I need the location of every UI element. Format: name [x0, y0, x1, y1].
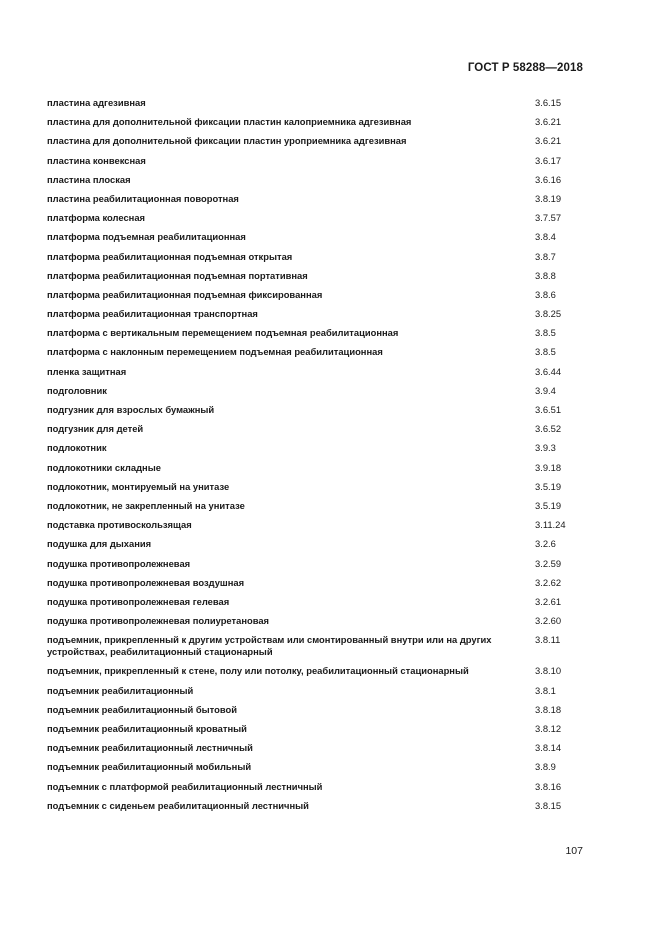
index-term: подушка противопролежневая: [47, 557, 191, 569]
index-entry: [47, 270, 587, 282]
index-term: подушка противопролежневая полиуретановая: [47, 615, 270, 627]
index-reference: 3.2.61: [535, 595, 562, 607]
index-entry: [47, 781, 587, 793]
index-term: подлокотник: [47, 442, 107, 454]
index-term: подъемник реабилитационный кроватный: [47, 723, 247, 734]
index-entry: [47, 155, 587, 167]
index-reference: 3.5.19: [535, 480, 562, 492]
index-term: подгузник для детей: [47, 423, 144, 435]
index-term: подъемник с сиденьем реабилитационный лестничный: [47, 799, 309, 811]
index-term: пластина конвексная: [47, 154, 146, 166]
index-term: платформа реабилитационная подъемная портативная: [47, 269, 308, 281]
index-term: пластина адгезивная: [47, 97, 146, 108]
index-term: подставка противоскользящая: [47, 519, 192, 531]
index-entry: [47, 704, 587, 716]
index-reference: 3.8.6: [535, 288, 556, 300]
index-term: платформа реабилитационная транспортная: [47, 308, 258, 320]
index-term: платформа реабилитационная подъемная фиксированная: [47, 288, 323, 300]
index-term: платформа с вертикальным перемещением подъемная реабилитационная: [47, 327, 399, 339]
index-entry: [47, 97, 587, 109]
index-term: подлокотники складные: [47, 461, 161, 473]
index-entry: [47, 558, 587, 570]
index-entry: [47, 481, 587, 493]
index-entry: [47, 800, 587, 812]
index-reference: 3.8.16: [535, 780, 562, 792]
index-entry: [47, 346, 587, 358]
index-entry: [47, 289, 587, 301]
index-entry: [47, 327, 587, 339]
index-term: подъемник реабилитационный бытовой: [47, 703, 237, 715]
index-entry: [47, 251, 587, 263]
index-reference: 3.2.60: [535, 615, 562, 627]
index-entry: [47, 615, 587, 627]
index-reference: 3.9.3: [535, 442, 556, 454]
index-term: подъемник реабилитационный лестничный: [47, 742, 253, 754]
index-entry: [47, 308, 587, 320]
index-entry: [47, 231, 587, 243]
index-reference: 3.8.8: [535, 269, 556, 281]
index-term: подголовник: [47, 384, 107, 396]
index-entry: [47, 193, 587, 205]
index-term: пластина для дополнительной фиксации пластин уроприемника адгезивная: [47, 135, 407, 147]
index-reference: 3.8.5: [535, 346, 556, 358]
index-entry: [47, 423, 587, 435]
index-term: платформа подъемная реабилитационная: [47, 231, 246, 243]
index-term: подлокотник, не закрепленный на унитазе: [47, 499, 245, 511]
index-term: подъемник с платформой реабилитационный лестничный: [47, 780, 323, 792]
index-reference: 3.8.18: [535, 703, 562, 715]
index-entry: [47, 500, 587, 512]
index-entry: [47, 577, 587, 589]
index-reference: 3.8.14: [535, 742, 562, 754]
index-term: платформа реабилитационная подъемная открытая: [47, 250, 293, 262]
index-term: пластина плоская: [47, 173, 131, 185]
index-term: пластина для дополнительной фиксации пластин калоприемника адгезивная: [47, 116, 412, 128]
index-entry: [47, 174, 587, 186]
index-reference: 3.9.18: [535, 461, 562, 473]
index-reference: 3.8.11: [535, 634, 561, 646]
index-term: подушка противопролежневая гелевая: [47, 595, 230, 607]
index-term: пленка защитная: [47, 365, 127, 377]
index-reference: 3.8.15: [535, 799, 562, 811]
index-entry: [47, 723, 587, 735]
index-reference: 3.6.44: [535, 365, 562, 377]
index-entry: [47, 385, 587, 397]
index-reference: 3.8.1: [535, 684, 556, 696]
index-term: подушка противопролежневая воздушная: [47, 576, 245, 588]
index-term: платформа колесная: [47, 212, 146, 224]
index-entry: [47, 685, 587, 697]
index-term: подъемник реабилитационный мобильный: [47, 761, 252, 773]
index-reference: 3.5.19: [535, 499, 562, 511]
index-term: платформа с наклонным перемещением подъемная реабилитационная: [47, 346, 383, 358]
index-entry: [47, 366, 587, 378]
index-reference: 3.8.5: [535, 327, 556, 339]
index-entry: [47, 634, 587, 658]
index-entry: [47, 742, 587, 754]
index-entry: [47, 442, 587, 454]
index-reference: 3.2.6: [535, 538, 556, 550]
index-reference: 3.6.52: [535, 423, 562, 435]
index-entry: [47, 135, 587, 147]
index-reference: 3.2.59: [535, 557, 562, 569]
index-reference: 3.6.21: [535, 135, 562, 147]
index-term: подъемник реабилитационный: [47, 684, 194, 696]
index-term: пластина реабилитационная поворотная: [47, 192, 239, 204]
index-entry: [47, 462, 587, 474]
page-number: 107: [565, 845, 583, 857]
index-reference: 3.9.4: [535, 384, 556, 396]
index-reference: 3.2.62: [535, 576, 562, 588]
index-reference: 3.8.4: [535, 231, 556, 243]
index-reference: 3.11.24: [535, 519, 566, 531]
index-term: подъемник, прикрепленный к стене, полу или потолку, реабилитационный стационарный: [47, 665, 469, 677]
index-reference: 3.8.7: [535, 250, 556, 262]
index-reference: 3.8.12: [535, 723, 562, 734]
index-term: подушка для дыхания: [47, 538, 152, 550]
index-entry: [47, 538, 587, 550]
index-entry: [47, 116, 587, 128]
index-term: подгузник для взрослых бумажный: [47, 404, 215, 415]
index-entry: [47, 761, 587, 773]
index-term: подлокотник, монтируемый на унитазе: [47, 480, 230, 492]
index-entry: [47, 596, 587, 608]
index-reference: 3.8.25: [535, 308, 562, 320]
document-header: ГОСТ Р 58288—2018: [467, 62, 583, 74]
index-reference: 3.8.10: [535, 665, 562, 677]
index-reference: 3.6.17: [535, 154, 562, 166]
index-reference: 3.8.19: [535, 192, 562, 204]
index-term: подъемник, прикрепленный к другим устройствам или смонтированный внутри или на других устройствах, реабилитационный стационарный: [47, 634, 492, 658]
index-entry: [47, 519, 587, 531]
index-reference: 3.8.9: [535, 761, 556, 773]
index-reference: 3.6.15: [535, 97, 562, 108]
index-reference: 3.6.21: [535, 116, 562, 128]
index-entry: [47, 665, 587, 677]
index-reference: 3.6.16: [535, 173, 562, 185]
index-entry: [47, 404, 587, 416]
index-reference: 3.6.51: [535, 404, 562, 415]
index-reference: 3.7.57: [535, 212, 562, 224]
alphabetical-index: [47, 97, 587, 819]
index-entry: [47, 212, 587, 224]
